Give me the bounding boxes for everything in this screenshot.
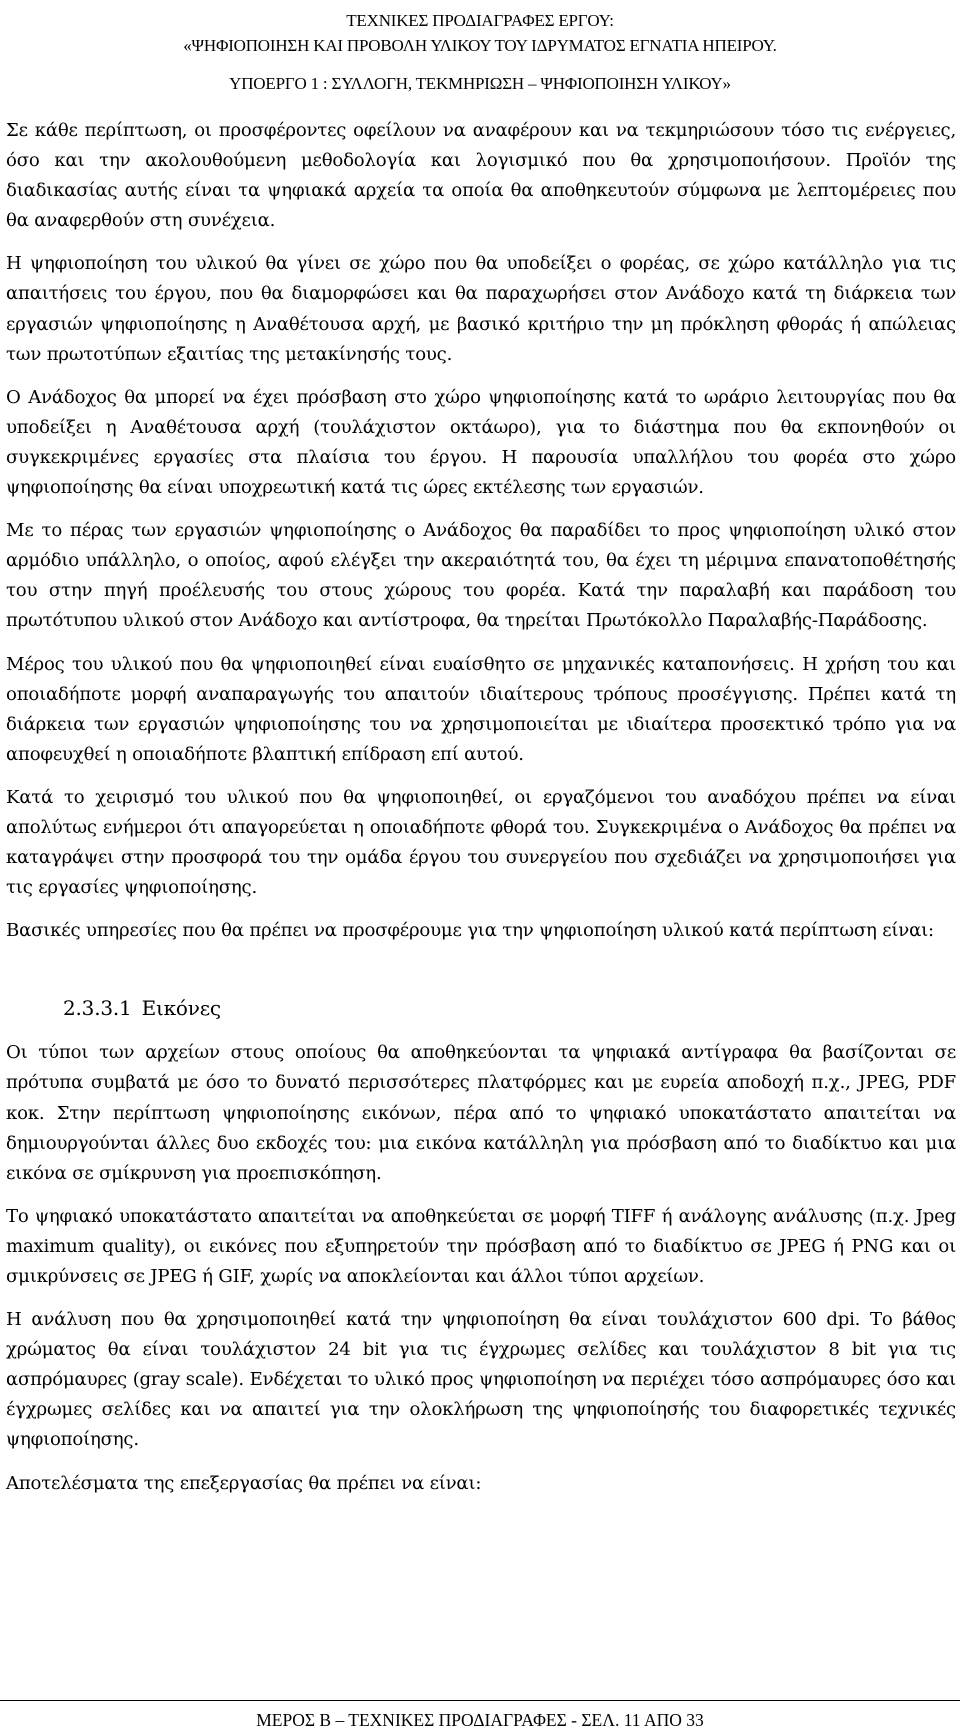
header-line-3: ΥΠΟΕΡΓΟ 1 : ΣΥΛΛΟΓΗ, ΤΕΚΜΗΡΙΩΣΗ – ΨΗΦΙΟΠΟΙΗΣΗ ΥΛΙΚΟΥ»: [229, 74, 731, 93]
paragraph: Αποτελέσματα της επεξεργασίας θα πρέπει να είναι:: [6, 1472, 482, 1494]
section-title: Εικόνες: [141, 996, 221, 1021]
paragraph: Κατά το χειρισμό του υλικού που θα ψηφιοποιηθεί, οι εργαζόμενοι του αναδόχου πρέπει να είναι απολύτως ενήμεροι ότι απαγορεύεται η οποιαδήποτε φθορά του. Συγκεκριμένα ο Ανάδοχος θα πρέπει να καταγράψει στην προσφορά του την ομάδα έργου του συνεργείου που σχεδιάζει να χρησιμοποιήσει για τις εργασίες ψηφιοποίησης.: [6, 786, 956, 899]
paragraph: Με το πέρας των εργασιών ψηφιοποίησης ο Ανάδοχος θα παραδίδει το προς ψηφιοποίηση υλικό στον αρμόδιο υπάλληλο, ο οποίος, αφού ελέγξει την ακεραιότητά του, θα έχει τη μέριμνα επανατοποθέτησής του στην πηγή προέλευσής του στους χώρους του φορέα. Κατά την παραλαβή και παράδοση του πρωτότυπου υλικού στον Ανάδοχο και αντίστροφα, θα τηρείται Πρωτόκολλο Παραλαβής-Παράδοσης.: [6, 520, 956, 632]
section-number: 2.3.3.1: [63, 996, 132, 1021]
page-footer: [0, 1700, 960, 1735]
paragraph: Ο Ανάδοχος θα μπορεί να έχει πρόσβαση στο χώρο ψηφιοποίησης κατά το ωράριο λειτουργίας που θα υποδείξει η Αναθέτουσα αρχή (τουλάχιστον οκτάωρο), για το διάστημα που θα εκπονηθούν οι συγκεκριμένες εργασίες στα πλαίσια του έργου. Η παρουσία υπαλλήλου του φορέα στο χώρο ψηφιοποίησης θα είναι υποχρεωτική κατά τις ώρες εκτέλεσης των εργασιών.: [6, 386, 956, 499]
page-header: [0, 8, 960, 96]
footer-text: ΜΕΡΟΣ Β – ΤΕΧΝΙΚΕΣ ΠΡΟΔΙΑΓΡΑΦΕΣ - ΣΕΛ. 11 ΑΠΟ 33: [256, 1710, 704, 1730]
paragraph: Οι τύποι των αρχείων στους οποίους θα αποθηκεύονται τα ψηφιακά αντίγραφα θα βασίζονται σε πρότυπα συμβατά με όσο το δυνατό περισσότερες πλατφόρμες και με ευρεία αποδοχή π.χ., JPEG, PDF κοκ. Στην περίπτωση ψηφιοποίησης εικόνων, πέρα από το ψηφιακό υποκατάστατο απαιτείται να δημιουργούνται άλλες δυο εκδοχές του: μια εικόνα κατάλληλη για πρόσβαση από το διαδίκτυο και μια εικόνα σε σμίκρυνση για προεπισκόπηση.: [6, 1042, 956, 1184]
paragraph: Το ψηφιακό υποκατάστατο απαιτείται να αποθηκεύεται σε μορφή TIFF ή ανάλογης ανάλυσης (π.χ. Jpeg maximum quality), οι εικόνες που εξυπηρετούν την πρόσβαση από το διαδίκτυο σε JPEG ή PNG και οι σμικρύνσεις σε JPEG ή GIF, χωρίς να αποκλείονται και άλλοι τύποι αρχείων.: [6, 1205, 956, 1287]
section-heading: [63, 993, 956, 1023]
header-line-1: ΤΕΧΝΙΚΕΣ ΠΡΟΔΙΑΓΡΑΦΕΣ ΕΡΓΟΥ:: [346, 11, 614, 30]
header-line-2: «ΨΗΦΙΟΠΟΙΗΣΗ ΚΑΙ ΠΡΟΒΟΛΗ ΥΛΙΚΟΥ ΤΟΥ ΙΔΡΥΜΑΤΟΣ ΕΓΝΑΤΙΑ ΗΠΕΙΡΟΥ.: [183, 36, 777, 55]
paragraph: Η ανάλυση που θα χρησιμοποιηθεί κατά την ψηφιοποίηση θα είναι τουλάχιστον 600 dpi. Το βάθος χρώματος θα είναι τουλάχιστον 24 bit για τις έγχρωμες σελίδες και τουλάχιστον 8 bit για τις ασπρόμαυρες (gray scale). Ενδέχεται το υλικό προς ψηφιοποίηση να περιέχει τόσο ασπρόμαυρες όσο και έγχρωμες σελίδες και να απαιτεί για την ολοκλήρωση της ψηφιοποίησής του διαφορετικές τεχνικές ψηφιοποίησης.: [6, 1309, 956, 1451]
paragraph: Η ψηφιοποίηση του υλικού θα γίνει σε χώρο που θα υποδείξει ο φορέας, σε χώρο κατάλληλο για τις απαιτήσεις του έργου, που θα διαμορφώσει και θα παραχωρήσει στον Ανάδοχο κατά τη διάρκεια των εργασιών ψηφιοποίησης η Αναθέτουσα αρχή, με βασικό κριτήριο την μη πρόκληση φθοράς ή απώλειας των πρωτοτύπων εξαιτίας της μετακίνησής τους.: [6, 253, 956, 365]
page-body: [6, 116, 956, 1512]
paragraph: Βασικές υπηρεσίες που θα πρέπει να προσφέρουμε για την ψηφιοποίηση υλικού κατά περίπτωση είναι:: [6, 920, 934, 942]
paragraph: Σε κάθε περίπτωση, οι προσφέροντες οφείλουν να αναφέρουν και να τεκμηριώσουν τόσο τις ενέργειες, όσο και την ακολουθούμενη μεθοδολογία και λογισμικό που θα χρησιμοποιήσουν. Προϊόν της διαδικασίας αυτής είναι τα ψηφιακά αρχεία τα οποία θα αποθηκευτούν σύμφωνα με λεπτομέρειες που θα αναφερθούν στη συνέχεια.: [6, 120, 956, 232]
paragraph: Μέρος του υλικού που θα ψηφιοποιηθεί είναι ευαίσθητο σε μηχανικές καταπονήσεις. Η χρήση του και οποιαδήποτε μορφή αναπαραγωγής του απαιτούν ιδιαίτερους τρόπους προσέγγισης. Πρέπει κατά τη διάρκεια των εργασιών ψηφιοποίησης του να χρησιμοποιείται με ιδιαίτερα προσεκτικό τρόπο για να αποφευχθεί η οποιαδήποτε βλαπτική επίδραση επί αυτού.: [6, 653, 956, 765]
